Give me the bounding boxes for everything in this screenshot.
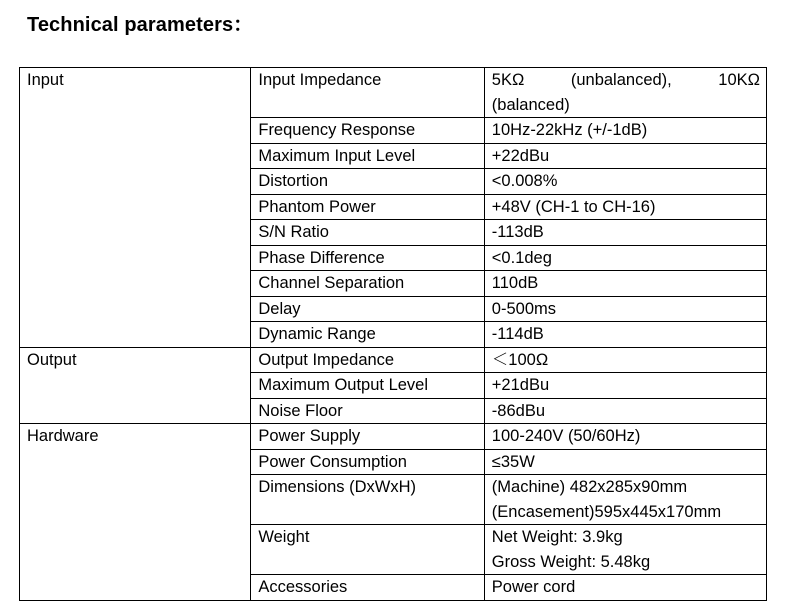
parameter-name-cell: Frequency Response <box>251 118 484 144</box>
parameter-name-cell: Noise Floor <box>251 398 484 424</box>
page-title: Technical parameters： <box>27 14 254 36</box>
table-row <box>20 68 767 118</box>
parameter-name-cell: Accessories <box>251 575 484 601</box>
parameter-name-cell: Distortion <box>251 169 484 195</box>
table-row <box>20 424 767 450</box>
parameter-value-cell <box>484 347 766 373</box>
value-line <box>492 68 760 93</box>
technical-parameters-table <box>19 67 767 601</box>
value-line: (balanced) <box>491 95 570 114</box>
parameter-value-cell <box>484 143 766 169</box>
parameter-value-cell <box>484 118 766 144</box>
parameter-name-cell: Dynamic Range <box>251 322 484 348</box>
parameter-value-cell <box>484 271 766 297</box>
value-line: ＜100Ω <box>491 350 549 369</box>
value-line: (Encasement)595x445x170mm <box>491 502 722 521</box>
table-row <box>20 347 767 373</box>
value-line: 10Hz-22kHz (+/-1dB) <box>491 121 648 139</box>
category-cell: Input <box>20 68 251 348</box>
parameter-value-cell <box>484 220 766 246</box>
parameter-value-cell <box>484 68 766 118</box>
category-cell: Output <box>20 347 251 424</box>
parameter-name-cell: Output Impedance <box>251 347 484 373</box>
value-line: -113dB <box>491 223 544 241</box>
value-line: Power cord <box>491 578 576 596</box>
value-line: ≤35W <box>491 452 535 471</box>
value-line: +22dBu <box>491 146 550 165</box>
parameter-value-cell <box>484 449 766 475</box>
parameter-name-cell: Power Supply <box>251 424 484 450</box>
value-line: +21dBu <box>491 376 550 394</box>
parameter-value-cell <box>484 398 766 424</box>
parameter-value-cell <box>484 475 766 525</box>
value-part: 10KΩ <box>718 71 760 89</box>
parameter-name-cell: Power Consumption <box>251 449 484 475</box>
parameter-value-cell <box>484 194 766 220</box>
value-part: 5KΩ <box>491 71 525 89</box>
value-line: -114dB <box>491 325 544 343</box>
parameter-value-cell <box>484 169 766 195</box>
value-line: 110dB <box>491 274 539 292</box>
value-line: 100-240V (50/60Hz) <box>491 427 641 445</box>
value-line: <0.1deg <box>491 248 552 267</box>
value-line: Net Weight: 3.9kg <box>491 528 623 546</box>
parameter-name-cell: Phase Difference <box>251 245 484 271</box>
parameter-value-cell <box>484 424 766 450</box>
parameter-name-cell: Weight <box>251 525 484 575</box>
value-part: (unbalanced), <box>570 71 672 89</box>
parameter-value-cell <box>484 373 766 399</box>
value-line: 0-500ms <box>491 299 556 318</box>
parameter-value-cell <box>484 575 766 601</box>
value-line: Gross Weight: 5.48kg <box>491 552 651 571</box>
parameter-name-cell: Maximum Output Level <box>251 373 484 399</box>
value-line: +48V (CH-1 to CH-16) <box>491 197 656 216</box>
value-line: <0.008% <box>491 172 558 190</box>
parameter-name-cell: Delay <box>251 296 484 322</box>
parameter-name-cell: S/N Ratio <box>251 220 484 246</box>
value-line: -86dBu <box>491 401 546 420</box>
parameter-name-cell: Input Impedance <box>251 68 484 118</box>
value-line: (Machine) 482x285x90mm <box>491 478 688 496</box>
parameter-name-cell: Channel Separation <box>251 271 484 297</box>
parameter-value-cell <box>484 322 766 348</box>
parameter-name-cell: Phantom Power <box>251 194 484 220</box>
parameter-value-cell <box>484 245 766 271</box>
parameter-name-cell: Dimensions (DxWxH) <box>251 475 484 525</box>
parameter-value-cell <box>484 525 766 575</box>
parameter-name-cell: Maximum Input Level <box>251 143 484 169</box>
parameter-value-cell <box>484 296 766 322</box>
category-cell: Hardware <box>20 424 251 601</box>
